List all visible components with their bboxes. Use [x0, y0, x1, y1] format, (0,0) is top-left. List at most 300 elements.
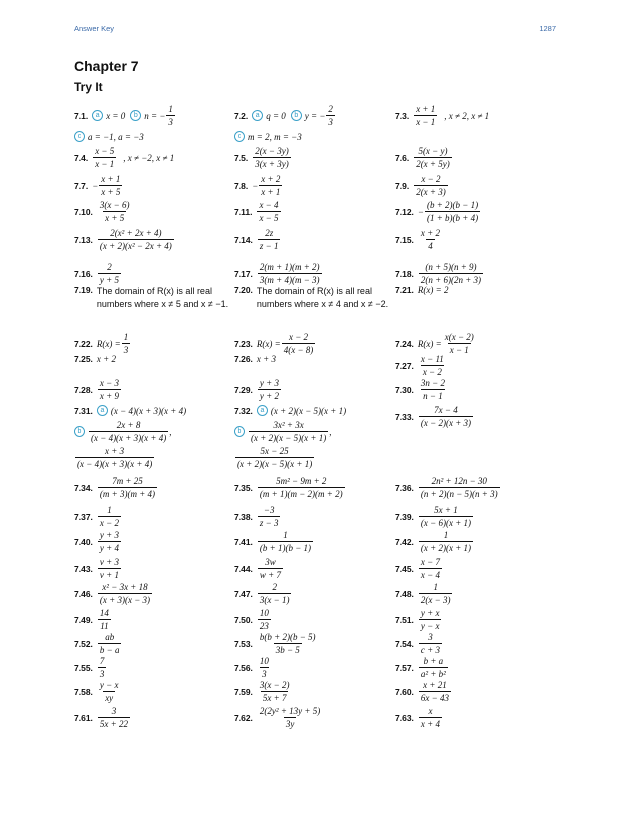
fraction — [414, 146, 452, 169]
numerator: 2 — [328, 104, 333, 114]
numerator: 2 — [272, 582, 277, 592]
denominator: w + 7 — [259, 570, 281, 580]
fraction — [258, 582, 292, 605]
denominator: (x − 4)(x + 3)(x + 4) — [77, 459, 153, 469]
numerator: 10 — [259, 608, 269, 618]
answer-number: 7.20. — [234, 285, 253, 295]
denominator: 3(x + 3y) — [255, 159, 289, 169]
numerator: x + 2 — [261, 174, 281, 184]
numerator: x + 1 — [416, 104, 436, 114]
answer-number: 7.46. — [74, 588, 93, 599]
answer-7-4 — [74, 146, 174, 169]
answer-condition: , x ≠ −2, x ≠ 1 — [123, 152, 175, 163]
answer-7-7 — [74, 174, 123, 197]
numerator: 2(2y² + 13y + 5) — [259, 706, 321, 716]
answer-number: 7.35. — [234, 482, 253, 493]
fraction — [419, 557, 442, 580]
fraction — [419, 530, 473, 553]
numerator: 5x + 1 — [434, 505, 458, 515]
answer-number: 7.39. — [395, 511, 414, 522]
answer-7-14 — [234, 228, 281, 251]
answer-7-12 — [395, 200, 481, 223]
numerator: x + 3 — [105, 446, 125, 456]
numerator: 5(x − y) — [418, 146, 448, 156]
numerator: x — [428, 706, 433, 716]
denominator: 6x − 43 — [420, 693, 449, 703]
answer-7-49 — [74, 608, 112, 631]
comma: , — [329, 426, 332, 437]
denominator: y − x — [420, 621, 440, 631]
fraction — [93, 146, 116, 169]
fraction — [98, 706, 130, 729]
fraction — [258, 608, 271, 631]
denominator: x − 1 — [95, 159, 115, 169]
denominator: y + 5 — [99, 275, 119, 285]
denominator: 3 — [168, 117, 173, 127]
part-a-marker: a — [257, 405, 268, 416]
answer-number: 7.4. — [74, 152, 89, 163]
fraction — [98, 582, 152, 605]
part-a-marker: a — [97, 405, 108, 416]
part-a-answer: (x − 4)(x + 3)(x + 4) — [110, 405, 187, 416]
numerator: 1 — [433, 582, 438, 592]
fraction — [419, 476, 500, 499]
numerator: x − 3 — [99, 378, 119, 388]
answer-number: 7.15. — [395, 234, 414, 245]
fraction — [258, 228, 281, 251]
part-a-marker: a — [252, 110, 263, 121]
answer-number: 7.29. — [234, 384, 253, 395]
fraction — [258, 378, 281, 401]
part-c-marker: c — [234, 131, 245, 142]
part-b-line — [74, 420, 171, 443]
numerator: x − 5 — [95, 146, 115, 156]
denominator: (n + 2)(n − 5)(n + 3) — [420, 489, 498, 499]
answer-7-54 — [395, 632, 443, 655]
denominator: x + 5 — [101, 187, 121, 197]
denominator: x − 2 — [99, 518, 119, 528]
fraction — [419, 582, 453, 605]
answer-number: 7.52. — [74, 638, 93, 649]
numerator: 2 — [107, 262, 112, 272]
part-b-second — [234, 446, 315, 469]
numerator: 2n² + 12n − 30 — [431, 476, 487, 486]
answer-7-34 — [74, 476, 158, 499]
answer-number: 7.17. — [234, 268, 253, 279]
answer-7-51 — [395, 608, 442, 631]
fraction — [258, 505, 281, 528]
fraction — [259, 174, 282, 197]
denominator: x + 9 — [99, 391, 119, 401]
numerator: 7 — [99, 656, 105, 666]
answer-7-15 — [395, 228, 443, 251]
denominator: (x − 4)(x + 3)(x + 4) — [91, 433, 167, 443]
part-b-marker: b — [130, 110, 141, 121]
answer-number: 7.58. — [74, 686, 93, 697]
answer-7-39 — [395, 505, 474, 528]
denominator: x + 5 — [105, 213, 125, 223]
answer-7-41 — [234, 530, 314, 553]
denominator: 3(m + 4)(m − 3) — [259, 275, 320, 285]
answer-7-9 — [395, 174, 449, 197]
fraction — [249, 420, 328, 443]
denominator: 3 — [99, 669, 105, 679]
answer-number: 7.34. — [74, 482, 93, 493]
denominator: 2(x + 5y) — [416, 159, 450, 169]
numerator: 5x − 25 — [260, 446, 289, 456]
answer-number: 7.14. — [234, 234, 253, 245]
answer-number: 7.11. — [234, 206, 253, 217]
answer-7-13 — [74, 228, 175, 251]
answer-expression: R(x) = 2 — [417, 285, 449, 295]
answer-number: 7.22. — [74, 338, 93, 349]
denominator: (m + 1)(m − 2)(m + 2) — [259, 489, 343, 499]
answer-7-22 — [74, 332, 131, 355]
answer-number: 7.40. — [74, 536, 93, 547]
denominator: a² + b² — [420, 669, 446, 679]
fraction — [419, 632, 442, 655]
denominator: x − 1 — [449, 345, 469, 355]
answer-7-8 — [234, 174, 283, 197]
answer-7-29 — [234, 378, 282, 401]
answer-text: The domain of R(x) is all real numbers where x ≠ 5 and x ≠ −1. — [96, 286, 229, 309]
comma: , — [169, 426, 172, 437]
line-break — [74, 127, 224, 131]
part-b-second — [74, 446, 155, 469]
numerator: 1 — [123, 332, 129, 342]
answer-number: 7.49. — [74, 614, 93, 625]
part-b-marker: b — [74, 426, 85, 437]
fraction — [98, 505, 121, 528]
answer-7-31 — [74, 405, 186, 469]
answer-7-55 — [74, 656, 107, 679]
answer-number: 7.59. — [234, 686, 253, 697]
numerator: 3w — [265, 557, 276, 567]
fraction — [326, 104, 335, 127]
answer-number: 7.25. — [74, 354, 93, 364]
part-b-line — [234, 420, 331, 443]
answer-number: 7.6. — [395, 152, 410, 163]
answer-number: 7.47. — [234, 588, 253, 599]
answer-number: 7.23. — [234, 338, 253, 349]
part-a-line — [234, 405, 346, 416]
fraction — [75, 446, 154, 469]
answer-number: 7.21. — [395, 285, 414, 295]
answer-7-38 — [234, 505, 281, 528]
fraction — [419, 608, 442, 631]
part-b-prefix: y = − — [304, 110, 326, 121]
answer-number: 7.5. — [234, 152, 249, 163]
answer-number: 7.1. — [74, 110, 89, 121]
denominator: 3b − 5 — [275, 645, 300, 655]
fraction — [419, 405, 473, 428]
answer-7-57 — [395, 656, 449, 679]
numerator: 3n − 2 — [420, 378, 445, 388]
answer-number: 7.12. — [395, 206, 414, 217]
numerator: ab — [105, 632, 115, 642]
answer-number: 7.50. — [234, 614, 253, 625]
numerator: −3 — [263, 505, 275, 515]
part-c-answer: a = −1, a = −3 — [88, 131, 144, 142]
answer-prefix: − — [92, 180, 99, 191]
part-a-answer: (x + 2)(x − 5)(x + 1) — [270, 405, 347, 416]
answer-7-35 — [234, 476, 346, 499]
denominator: 3(x − 1) — [259, 595, 290, 605]
answer-7-16 — [74, 262, 122, 285]
denominator: (m + 3)(m + 4) — [99, 489, 156, 499]
denominator: (x − 2)(x + 3) — [420, 418, 472, 428]
denominator: z − 1 — [259, 241, 279, 251]
answer-number: 7.30. — [395, 384, 414, 395]
numerator: y + 3 — [259, 378, 279, 388]
denominator: (1 + b)(b + 4) — [426, 213, 479, 223]
fraction — [419, 656, 448, 679]
numerator: 3(x − 6) — [99, 200, 130, 210]
answer-prefix: − — [417, 206, 424, 217]
denominator: 23 — [259, 621, 269, 631]
numerator: 2x + 8 — [116, 420, 141, 430]
denominator: 3y — [285, 719, 295, 729]
denominator: (x + 2)(x + 1) — [420, 543, 472, 553]
answer-7-11 — [234, 200, 282, 223]
numerator: 3x² + 3x — [273, 420, 304, 430]
answer-7-52 — [74, 632, 122, 655]
fraction — [98, 476, 157, 499]
answer-number: 7.2. — [234, 110, 249, 121]
numerator: 2(x − 3y) — [255, 146, 289, 156]
answer-7-25 — [74, 354, 116, 364]
denominator: x − 4 — [420, 570, 440, 580]
answer-number: 7.42. — [395, 536, 414, 547]
denominator: 2(x + 3) — [416, 187, 446, 197]
part-c-marker: c — [74, 131, 85, 142]
denominator: (b + 1)(b − 1) — [259, 543, 312, 553]
part-b-marker: b — [234, 426, 245, 437]
fraction — [98, 557, 121, 580]
fraction — [98, 530, 121, 553]
answer-7-61 — [74, 706, 131, 729]
denominator: 4(x − 8) — [283, 345, 314, 355]
fraction — [98, 656, 107, 679]
answer-expression: x + 3 — [256, 354, 276, 364]
denominator: (x + 2)(x² − 2x + 4) — [99, 241, 172, 251]
answer-7-28 — [74, 378, 122, 401]
answer-7-37 — [74, 505, 122, 528]
numerator: 10 — [259, 656, 269, 666]
answer-7-58 — [74, 680, 121, 703]
answer-7-33 — [395, 405, 474, 428]
fraction — [258, 476, 345, 499]
answer-7-1 — [74, 104, 224, 142]
answer-number: 7.38. — [234, 511, 253, 522]
numerator: y + x — [420, 608, 440, 618]
answer-number: 7.36. — [395, 482, 414, 493]
denominator: 11 — [100, 621, 109, 631]
fraction — [99, 174, 122, 197]
answer-number: 7.37. — [74, 511, 93, 522]
page-number: 1287 — [539, 24, 556, 33]
denominator: b − a — [99, 645, 120, 655]
answer-number: 7.3. — [395, 110, 410, 121]
answer-number: 7.43. — [74, 563, 93, 574]
numerator: 1 — [168, 104, 173, 114]
numerator: 7m + 25 — [112, 476, 143, 486]
answer-text: The domain of R(x) is all real numbers where x ≠ 4 and x ≠ −2. — [256, 286, 389, 309]
numerator: x − 2 — [421, 174, 441, 184]
fraction — [282, 332, 316, 355]
denominator: x − 2 — [422, 367, 442, 377]
numerator: 3(x − 2) — [259, 680, 290, 690]
answer-number: 7.18. — [395, 268, 414, 279]
running-header-title: Answer Key — [74, 24, 115, 33]
numerator: x² − 3x + 18 — [102, 582, 148, 592]
answer-7-2 — [234, 104, 384, 142]
answer-7-53 — [234, 632, 319, 655]
numerator: x + 1 — [101, 174, 121, 184]
fraction — [419, 378, 447, 401]
fraction — [419, 706, 442, 729]
answer-prefix: R(x) = — [417, 338, 442, 349]
answer-prefix: R(x) = — [96, 338, 121, 349]
answer-number: 7.19. — [74, 285, 93, 295]
numerator: 3 — [428, 632, 433, 642]
numerator: 3 — [111, 706, 117, 716]
numerator: x − 4 — [259, 200, 279, 210]
denominator: 2(n + 6)(2n + 3) — [420, 275, 482, 285]
answer-number: 7.9. — [395, 180, 410, 191]
answer-7-56 — [234, 656, 272, 679]
line-break — [234, 127, 384, 131]
answer-7-48 — [395, 582, 453, 605]
numerator: 1 — [107, 505, 112, 515]
answer-7-60 — [395, 680, 452, 703]
denominator: x + 4 — [420, 719, 440, 729]
answer-7-20 — [234, 285, 395, 311]
fraction — [258, 262, 322, 285]
numerator: x + 2 — [420, 228, 440, 238]
part-b-marker: b — [291, 110, 302, 121]
part-c-answer: m = 2, m = −3 — [248, 131, 302, 142]
answer-number: 7.51. — [395, 614, 414, 625]
answer-7-50 — [234, 608, 272, 631]
fraction — [89, 420, 168, 443]
numerator: x + 21 — [423, 680, 447, 690]
answer-number: 7.53. — [234, 638, 253, 649]
answer-number: 7.32. — [234, 405, 253, 416]
numerator: x − 7 — [420, 557, 440, 567]
fraction — [253, 146, 291, 169]
fraction — [122, 332, 131, 355]
fraction — [98, 262, 121, 285]
fraction — [419, 228, 442, 251]
answer-number: 7.10. — [74, 206, 93, 217]
fraction — [258, 656, 271, 679]
answer-number: 7.61. — [74, 712, 93, 723]
fraction — [258, 706, 322, 729]
answer-number: 7.27. — [395, 360, 414, 371]
denominator: x − 5 — [259, 213, 279, 223]
numerator: 2z — [265, 228, 274, 238]
denominator: (x − 6)(x + 1) — [420, 518, 472, 528]
numerator: (b + 2)(b − 1) — [426, 200, 479, 210]
numerator: x − 11 — [420, 354, 444, 364]
answer-7-27 — [395, 354, 447, 377]
denominator: x + 1 — [261, 187, 281, 197]
fraction — [166, 104, 175, 127]
answer-number: 7.56. — [234, 662, 253, 673]
answer-number: 7.8. — [234, 180, 249, 191]
answer-prefix: − — [252, 180, 259, 191]
numerator: 1 — [443, 530, 449, 540]
numerator: 2(x² + 2x + 4) — [110, 228, 162, 238]
answer-number: 7.63. — [395, 712, 414, 723]
denominator: xy — [105, 693, 114, 703]
chapter-heading: Chapter 7 — [74, 58, 139, 74]
fraction — [443, 332, 476, 355]
answer-number: 7.44. — [234, 563, 253, 574]
answer-prefix: R(x) = — [256, 338, 281, 349]
denominator: 3 — [262, 669, 267, 679]
denominator: z − 3 — [259, 518, 279, 528]
answer-number: 7.26. — [234, 354, 253, 364]
fraction — [258, 557, 283, 580]
answer-number: 7.55. — [74, 662, 93, 673]
numerator: 5m² − 9m + 2 — [276, 476, 327, 486]
denominator: x − 1 — [416, 117, 436, 127]
fraction — [414, 174, 448, 197]
answer-number: 7.28. — [74, 384, 93, 395]
answer-7-43 — [74, 557, 122, 580]
answer-7-10 — [74, 200, 132, 223]
answer-7-46 — [74, 582, 153, 605]
numerator: b(b + 2)(b − 5) — [259, 632, 316, 642]
fraction — [98, 680, 121, 703]
answer-condition: , x ≠ 2, x ≠ 1 — [444, 110, 490, 121]
numerator: b + a — [423, 656, 444, 666]
section-heading: Try It — [74, 80, 103, 94]
answer-7-30 — [395, 378, 448, 401]
answer-7-26 — [234, 354, 276, 364]
denominator: y + 2 — [259, 391, 279, 401]
fraction — [98, 632, 122, 655]
answer-7-44 — [234, 557, 284, 580]
answer-7-59 — [234, 680, 292, 703]
fraction — [425, 200, 480, 223]
numerator: 7x − 4 — [434, 405, 458, 415]
denominator: 3 — [328, 117, 333, 127]
part-a-marker: a — [92, 110, 103, 121]
answer-7-40 — [74, 530, 122, 553]
denominator: c + 3 — [420, 645, 440, 655]
answer-expression: x + 2 — [96, 354, 116, 364]
numerator: 1 — [283, 530, 288, 540]
answer-7-21 — [395, 285, 448, 295]
answer-7-32 — [234, 405, 346, 469]
answer-number: 7.16. — [74, 268, 93, 279]
denominator: (x + 3)(x − 3) — [99, 595, 151, 605]
part-a-answer: x = 0 — [106, 110, 126, 121]
part-a-answer: q = 0 — [266, 110, 286, 121]
answer-7-18 — [395, 262, 484, 285]
answer-number: 7.13. — [74, 234, 93, 245]
fraction — [258, 530, 313, 553]
denominator: (x + 2)(x − 5)(x + 1) — [237, 459, 313, 469]
fraction — [98, 608, 111, 631]
denominator: y + 4 — [99, 543, 119, 553]
fraction — [414, 104, 437, 127]
fraction — [98, 200, 132, 223]
fraction — [258, 680, 292, 703]
